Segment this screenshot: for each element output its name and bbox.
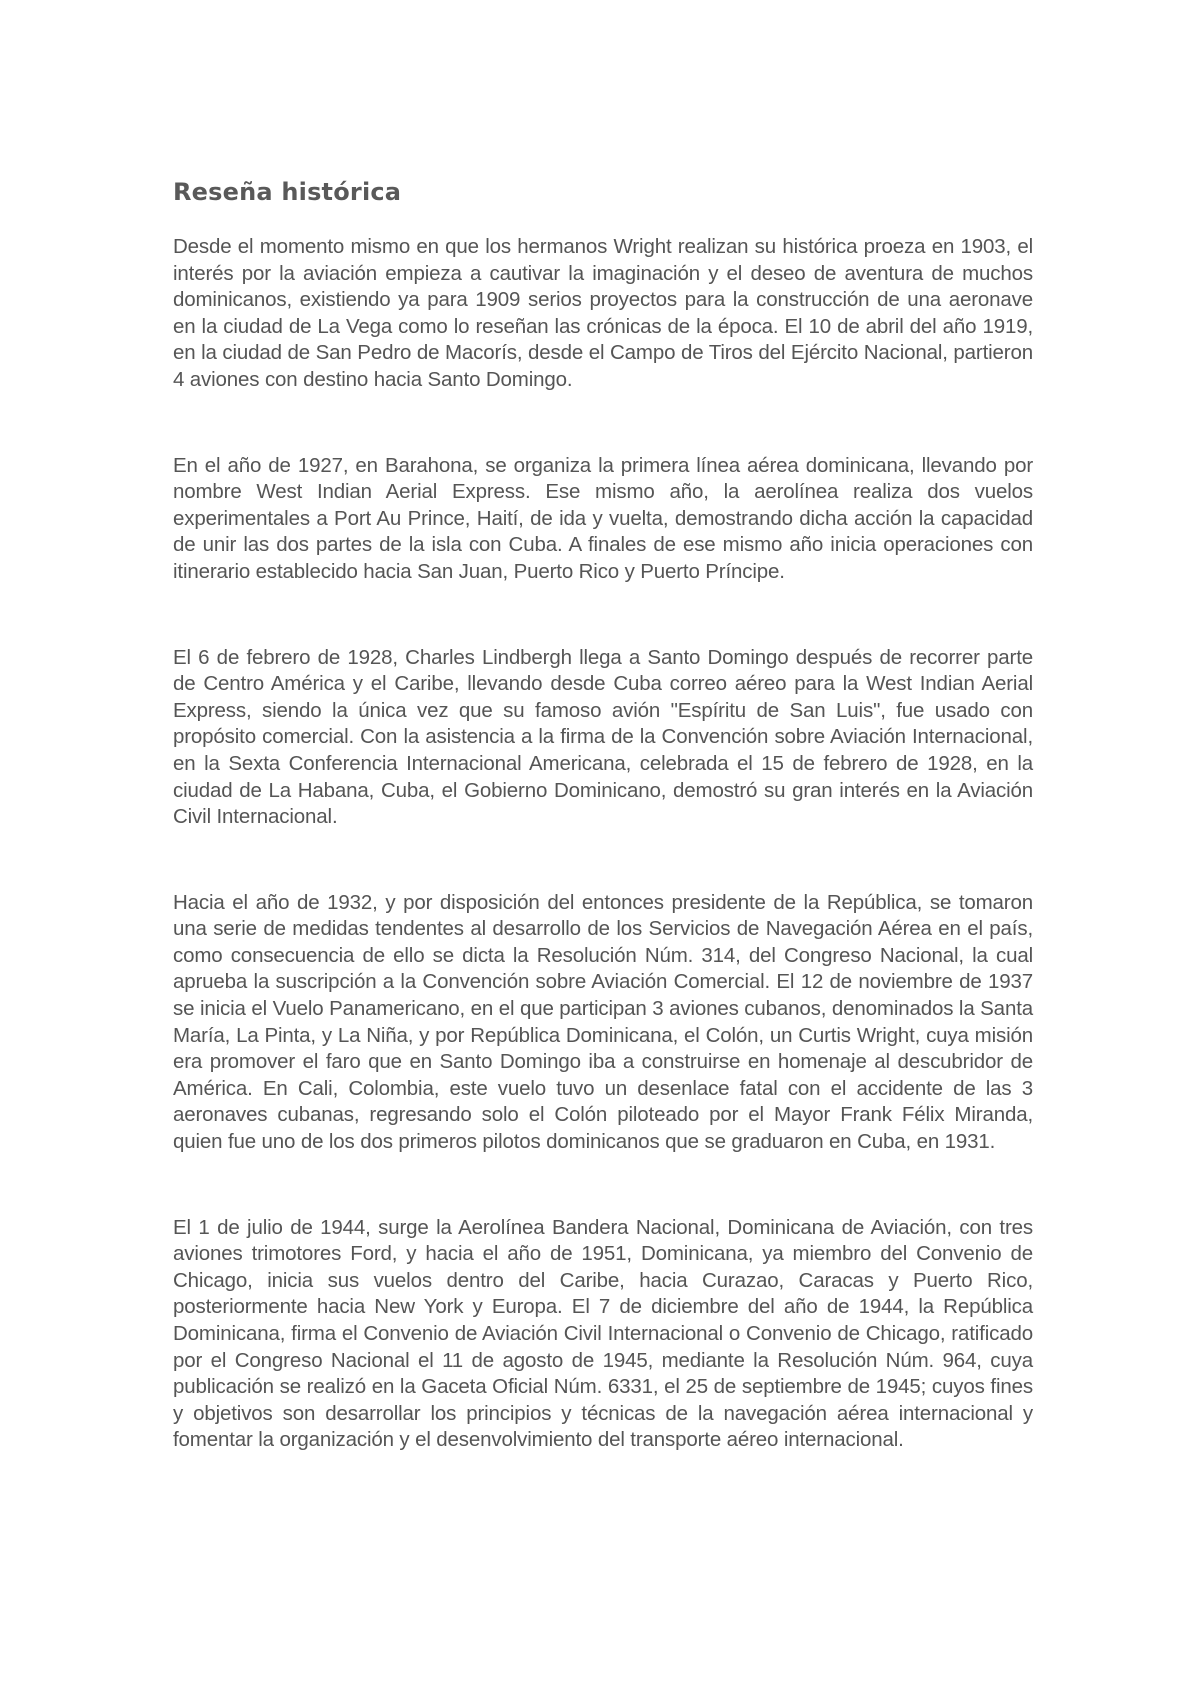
paragraph-4: Hacia el año de 1932, y por disposición del entonces presidente de la República, se tomaron una serie de medidas tendentes al desarrollo de los Servicios de Navegación Aérea en el país, como consecuencia de ello se dicta la Resolución Núm. 314, del Congreso Nacional, la cual aprueba la suscripción a la Convención sobre Aviación Comercial. El 12 de noviembre de 1937 se inicia el Vuelo Panamericano, en el que participan 3 aviones cubanos, denominados la Santa María, La Pinta, y La Niña, y por República Dominicana, el Colón, un Curtis Wright, cuya misión era promover el faro que en Santo Domingo iba a construirse en homenaje al descubridor de América. En Cali, Colombia, este vuelo tuvo un desenlace fatal con el accidente de las 3 aeronaves cubanas, regresando solo el Colón piloteado por el Mayor Frank Félix Miranda, quien fue uno de los dos primeros pilotos dominicanos que se graduaron en Cuba, en 1931. — [173, 890, 1033, 1154]
paragraph-3: El 6 de febrero de 1928, Charles Lindbergh llega a Santo Domingo después de recorrer parte de Centro América y el Caribe, llevando desde Cuba correo aéreo para la West Indian Aerial Express, siendo la única vez que su famoso avión "Espíritu de San Luis", fue usado con propósito comercial. Con la asistencia a la firma de la Convención sobre Aviación Internacional, en la Sexta Conferencia Internacional Americana, celebrada el 15 de febrero de 1928, en la ciudad de La Habana, Cuba, el Gobierno Dominicano, demostró su gran interés en la Aviación Civil Internacional. — [173, 645, 1033, 829]
paragraph-2: En el año de 1927, en Barahona, se organiza la primera línea aérea dominicana, llevando por nombre West Indian Aerial Express. Ese mismo año, la aerolínea realiza dos vuelos experimentales a Port Au Prince, Haití, de ida y vuelta, demostrando dicha acción la capacidad de unir las dos partes de la isla con Cuba. A finales de ese mismo año inicia operaciones con itinerario establecido hacia San Juan, Puerto Rico y Puerto Príncipe. — [173, 453, 1033, 583]
paragraph-5: El 1 de julio de 1944, surge la Aerolínea Bandera Nacional, Dominicana de Aviación, con tres aviones trimotores Ford, y hacia el año de 1951, Dominicana, ya miembro del Convenio de Chicago, inicia sus vuelos dentro del Caribe, hacia Curazao, Caracas y Puerto Rico, posteriormente hacia New York y Europa. El 7 de diciembre del año de 1944, la República Dominicana, firma el Convenio de Aviación Civil Internacional o Convenio de Chicago, ratificado por el Congreso Nacional el 11 de agosto de 1945, mediante la Resolución Núm. 964, cuya publicación se realizó en la Gaceta Oficial Núm. 6331, el 25 de septiembre de 1945; cuyos fines y objetivos son desarrollar los principios y técnicas de la navegación aérea internacional y fomentar la organización y el desenvolvimiento del transporte aéreo internacional. — [173, 1215, 1033, 1452]
document-body — [173, 178, 1033, 1454]
page-title: Reseña histórica — [173, 178, 402, 206]
paragraph-1: Desde el momento mismo en que los hermanos Wright realizan su histórica proeza en 1903, el interés por la aviación empieza a cautivar la imaginación y el deseo de aventura de muchos dominicanos, existiendo ya para 1909 serios proyectos para la construcción de una aeronave en la ciudad de La Vega como lo reseñan las crónicas de la época. El 10 de abril del año 1919, en la ciudad de San Pedro de Macorís, desde el Campo de Tiros del Ejército Nacional, partieron 4 aviones con destino hacia Santo Domingo. — [173, 235, 1033, 391]
